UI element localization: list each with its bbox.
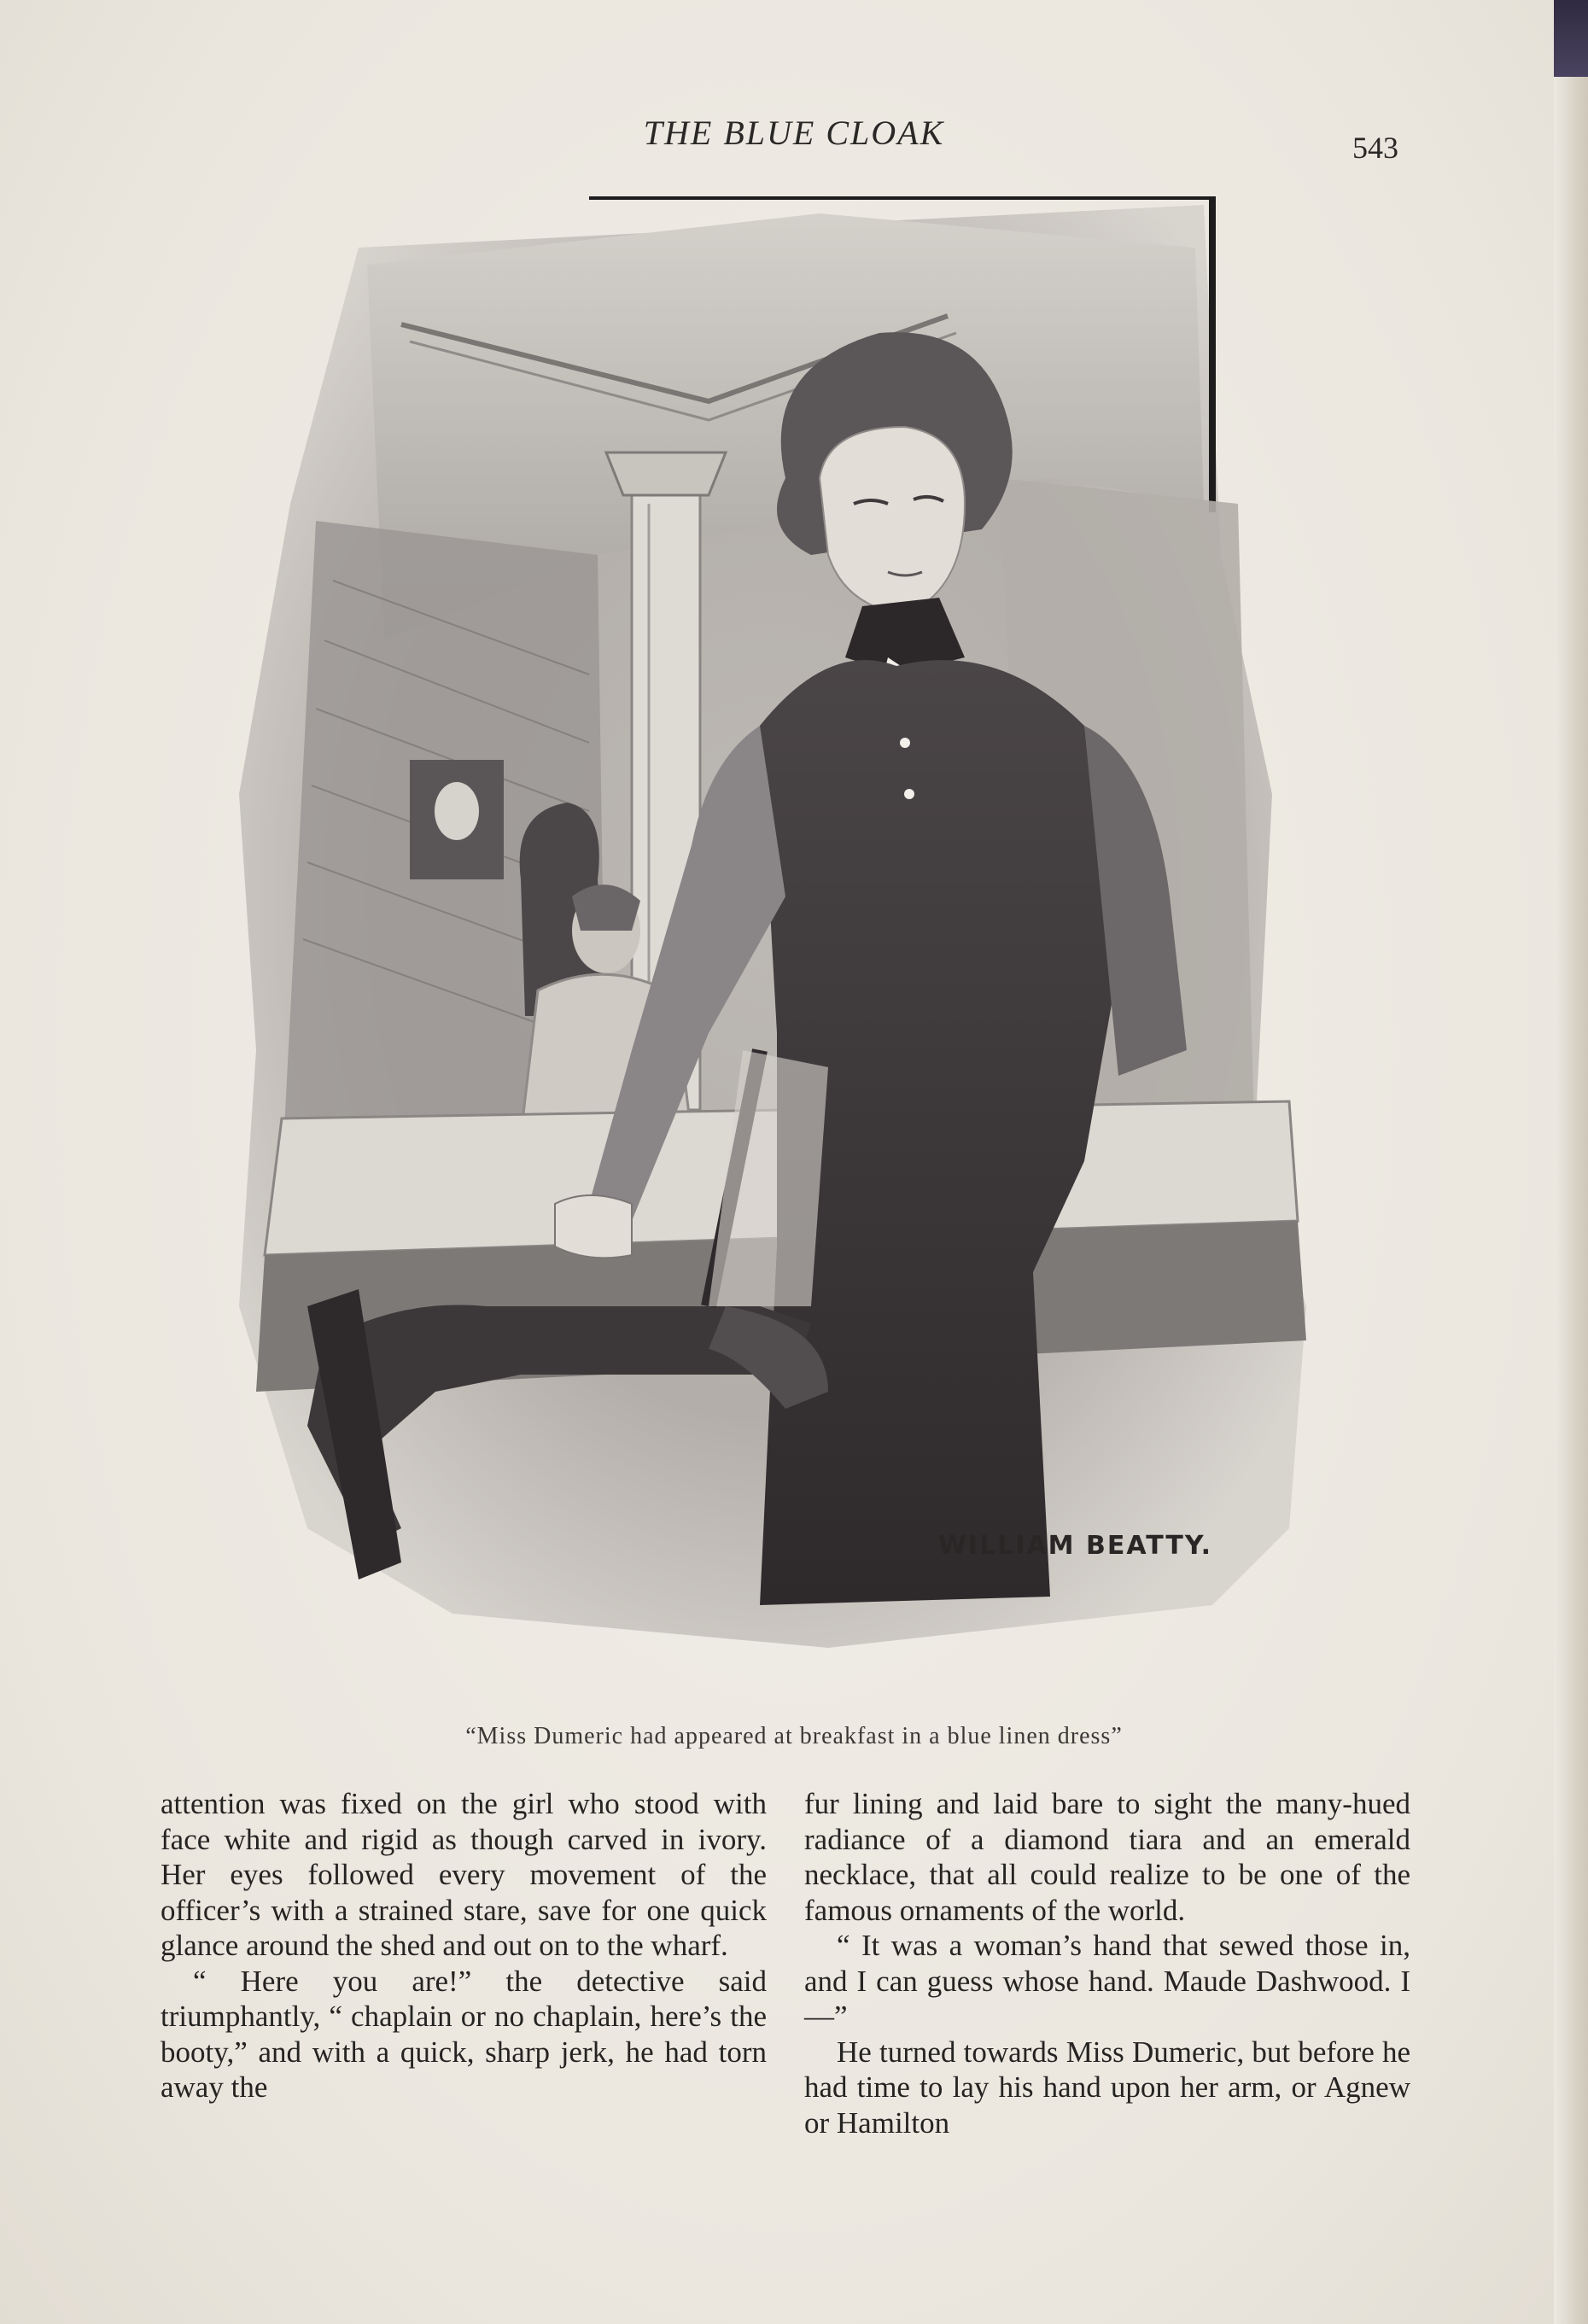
illustration-caption: “Miss Dumeric had appeared at breakfast in a blue linen dress” [465,1723,1123,1749]
text-column-left [161,1786,767,2105]
paragraph: “ Here you are!” the detective said triumphantly, “ chaplain or no chaplain, here’s the booty,” and with a quick, sharp jerk, he had torn away the [161,1964,767,2104]
page-number: 543 [1352,131,1398,165]
text-column-right [804,1786,1410,2140]
illustration-woman-at-breakfast-icon [231,196,1383,1682]
paragraph: “ It was a woman’s hand that sewed those in, and I can guess whose hand. Maude Dashwood. I—” [804,1929,1410,2033]
artist-signature: WILLIAM BEATTY. [937,1531,1212,1561]
paragraph: He turned towards Miss Dumeric, but before he had time to lay his hand upon her arm, or Agnew or Hamilton [804,2035,1410,2140]
illustration [231,196,1383,1682]
paragraph: fur lining and laid bare to sight the many-hued radiance of a diamond tiara and an emerald necklace, that all could realize to be one of the famous ornaments of the world. [804,1787,1410,1927]
running-title: THE BLUE CLOAK [643,114,945,152]
book-cover-corner [1554,0,1588,77]
paragraph: attention was fixed on the girl who stood with face white and rigid as though carved in ivory. Her eyes followed every movement of the officer’s with a strained stare, save for one quick glance around the shed and out on to the wharf. [161,1787,767,1962]
page-edge [1554,0,1588,2324]
